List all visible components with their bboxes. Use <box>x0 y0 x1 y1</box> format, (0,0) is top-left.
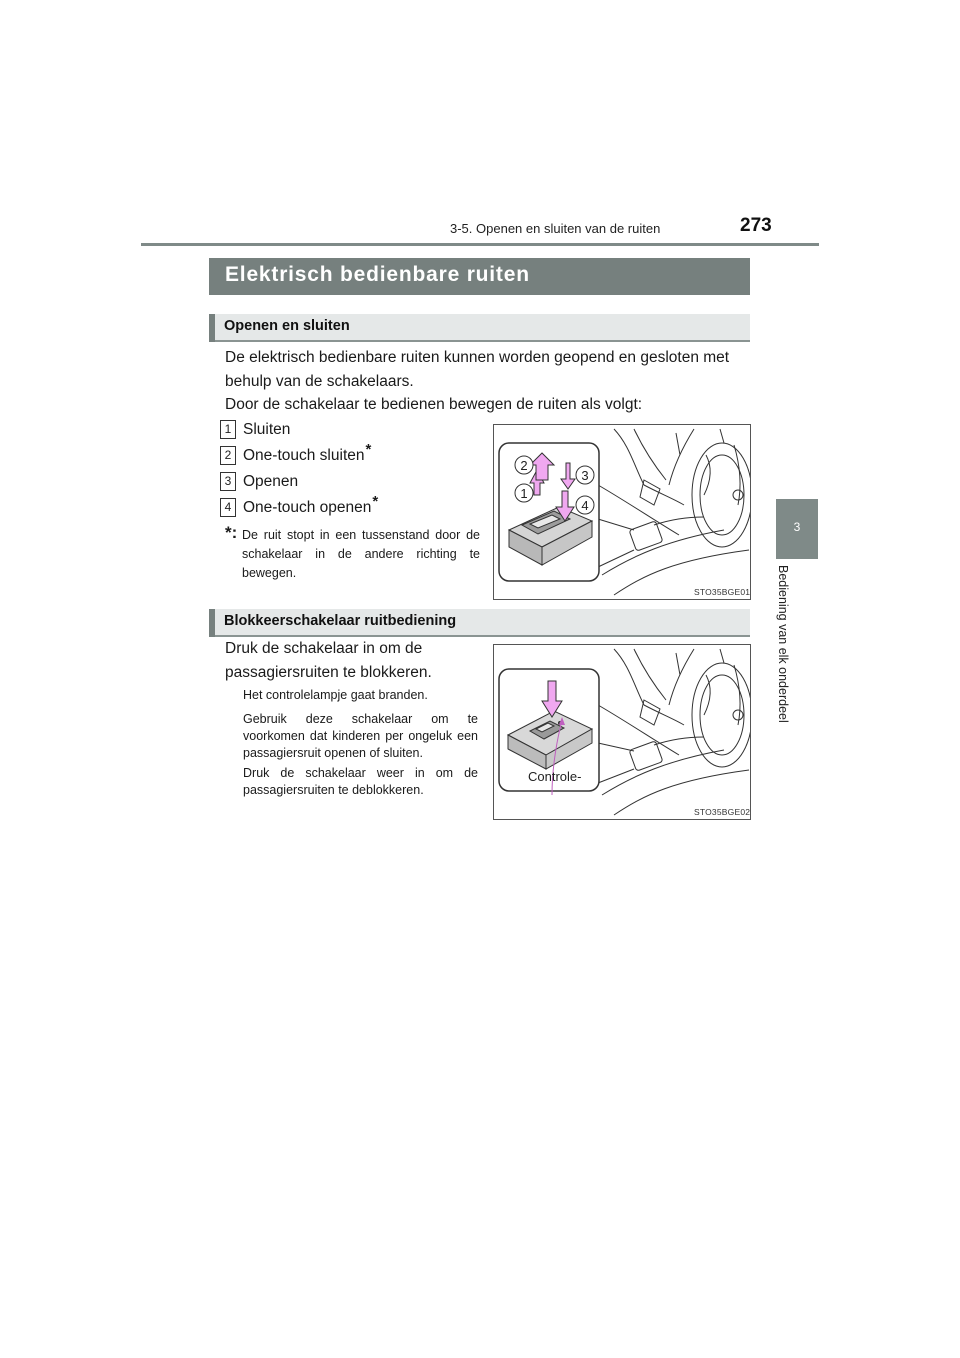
item-number-2: 2 <box>220 446 236 465</box>
figure-num-3: 3 <box>581 468 589 483</box>
note-indicator: Het controlelampje gaat branden. <box>243 688 428 702</box>
item-label-1: Sluiten <box>243 421 291 438</box>
figure-num-2: 2 <box>520 458 528 473</box>
lock-switch-illustration <box>494 645 750 819</box>
footnote-mark: *: <box>225 523 238 542</box>
page-title-bar <box>209 258 750 295</box>
section-heading-bar <box>209 314 750 342</box>
lock-paragraph: Druk de schakelaar in om de passagiersruiten te blokkeren. <box>225 640 432 681</box>
figure-code-2: STO35BGE02 <box>694 807 751 817</box>
figure-window-switch <box>493 424 751 600</box>
page-number: 273 <box>740 215 772 236</box>
figure-num-4: 4 <box>581 498 589 513</box>
section-heading: Openen en sluiten <box>224 318 350 334</box>
note-children: Gebruik deze schakelaar om te voorkomen dat kinderen per ongeluk een passagiersruit openen of sluiten. <box>243 712 478 760</box>
figure-lock-switch <box>493 644 751 820</box>
item-number-3: 3 <box>220 472 236 491</box>
item-label-3: Openen <box>243 473 299 490</box>
section-heading-bar-2 <box>209 609 750 637</box>
footnote-text: De ruit stopt in een tussenstand door de schakelaar in de andere richting te bewegen. <box>242 528 480 580</box>
header-rule <box>141 243 819 246</box>
note-unlock: Druk de schakelaar weer in om de passagiersruiten te deblokkeren. <box>243 766 478 797</box>
running-header-section: 3-5. Openen en sluiten van de ruiten <box>450 221 661 236</box>
chapter-label <box>776 565 814 755</box>
item-number-1: 1 <box>220 420 236 439</box>
chapter-label-text: Bediening van elk onderdeel <box>776 565 790 723</box>
figure-num-1: 1 <box>520 486 528 501</box>
intro-paragraph: De elektrisch bedienbare ruiten kunnen worden geopend en gesloten met behulp van de schakelaars. <box>225 349 730 390</box>
item-label-4: One-touch openen* <box>243 493 379 516</box>
section-heading-2: Blokkeerschakelaar ruitbediening <box>224 613 457 629</box>
window-switch-illustration <box>494 425 750 599</box>
chapter-number: 3 <box>793 520 801 534</box>
instruction-paragraph: Door de schakelaar te bedienen bewegen de ruiten als volgt: <box>225 396 643 413</box>
item-number-4: 4 <box>220 498 236 517</box>
figure-code-1: STO35BGE01 <box>694 587 751 597</box>
callout-label: Controle- <box>528 769 582 784</box>
page-title: Elektrisch bedienbare ruiten <box>225 263 530 286</box>
item-label-2: One-touch sluiten* <box>243 441 372 464</box>
